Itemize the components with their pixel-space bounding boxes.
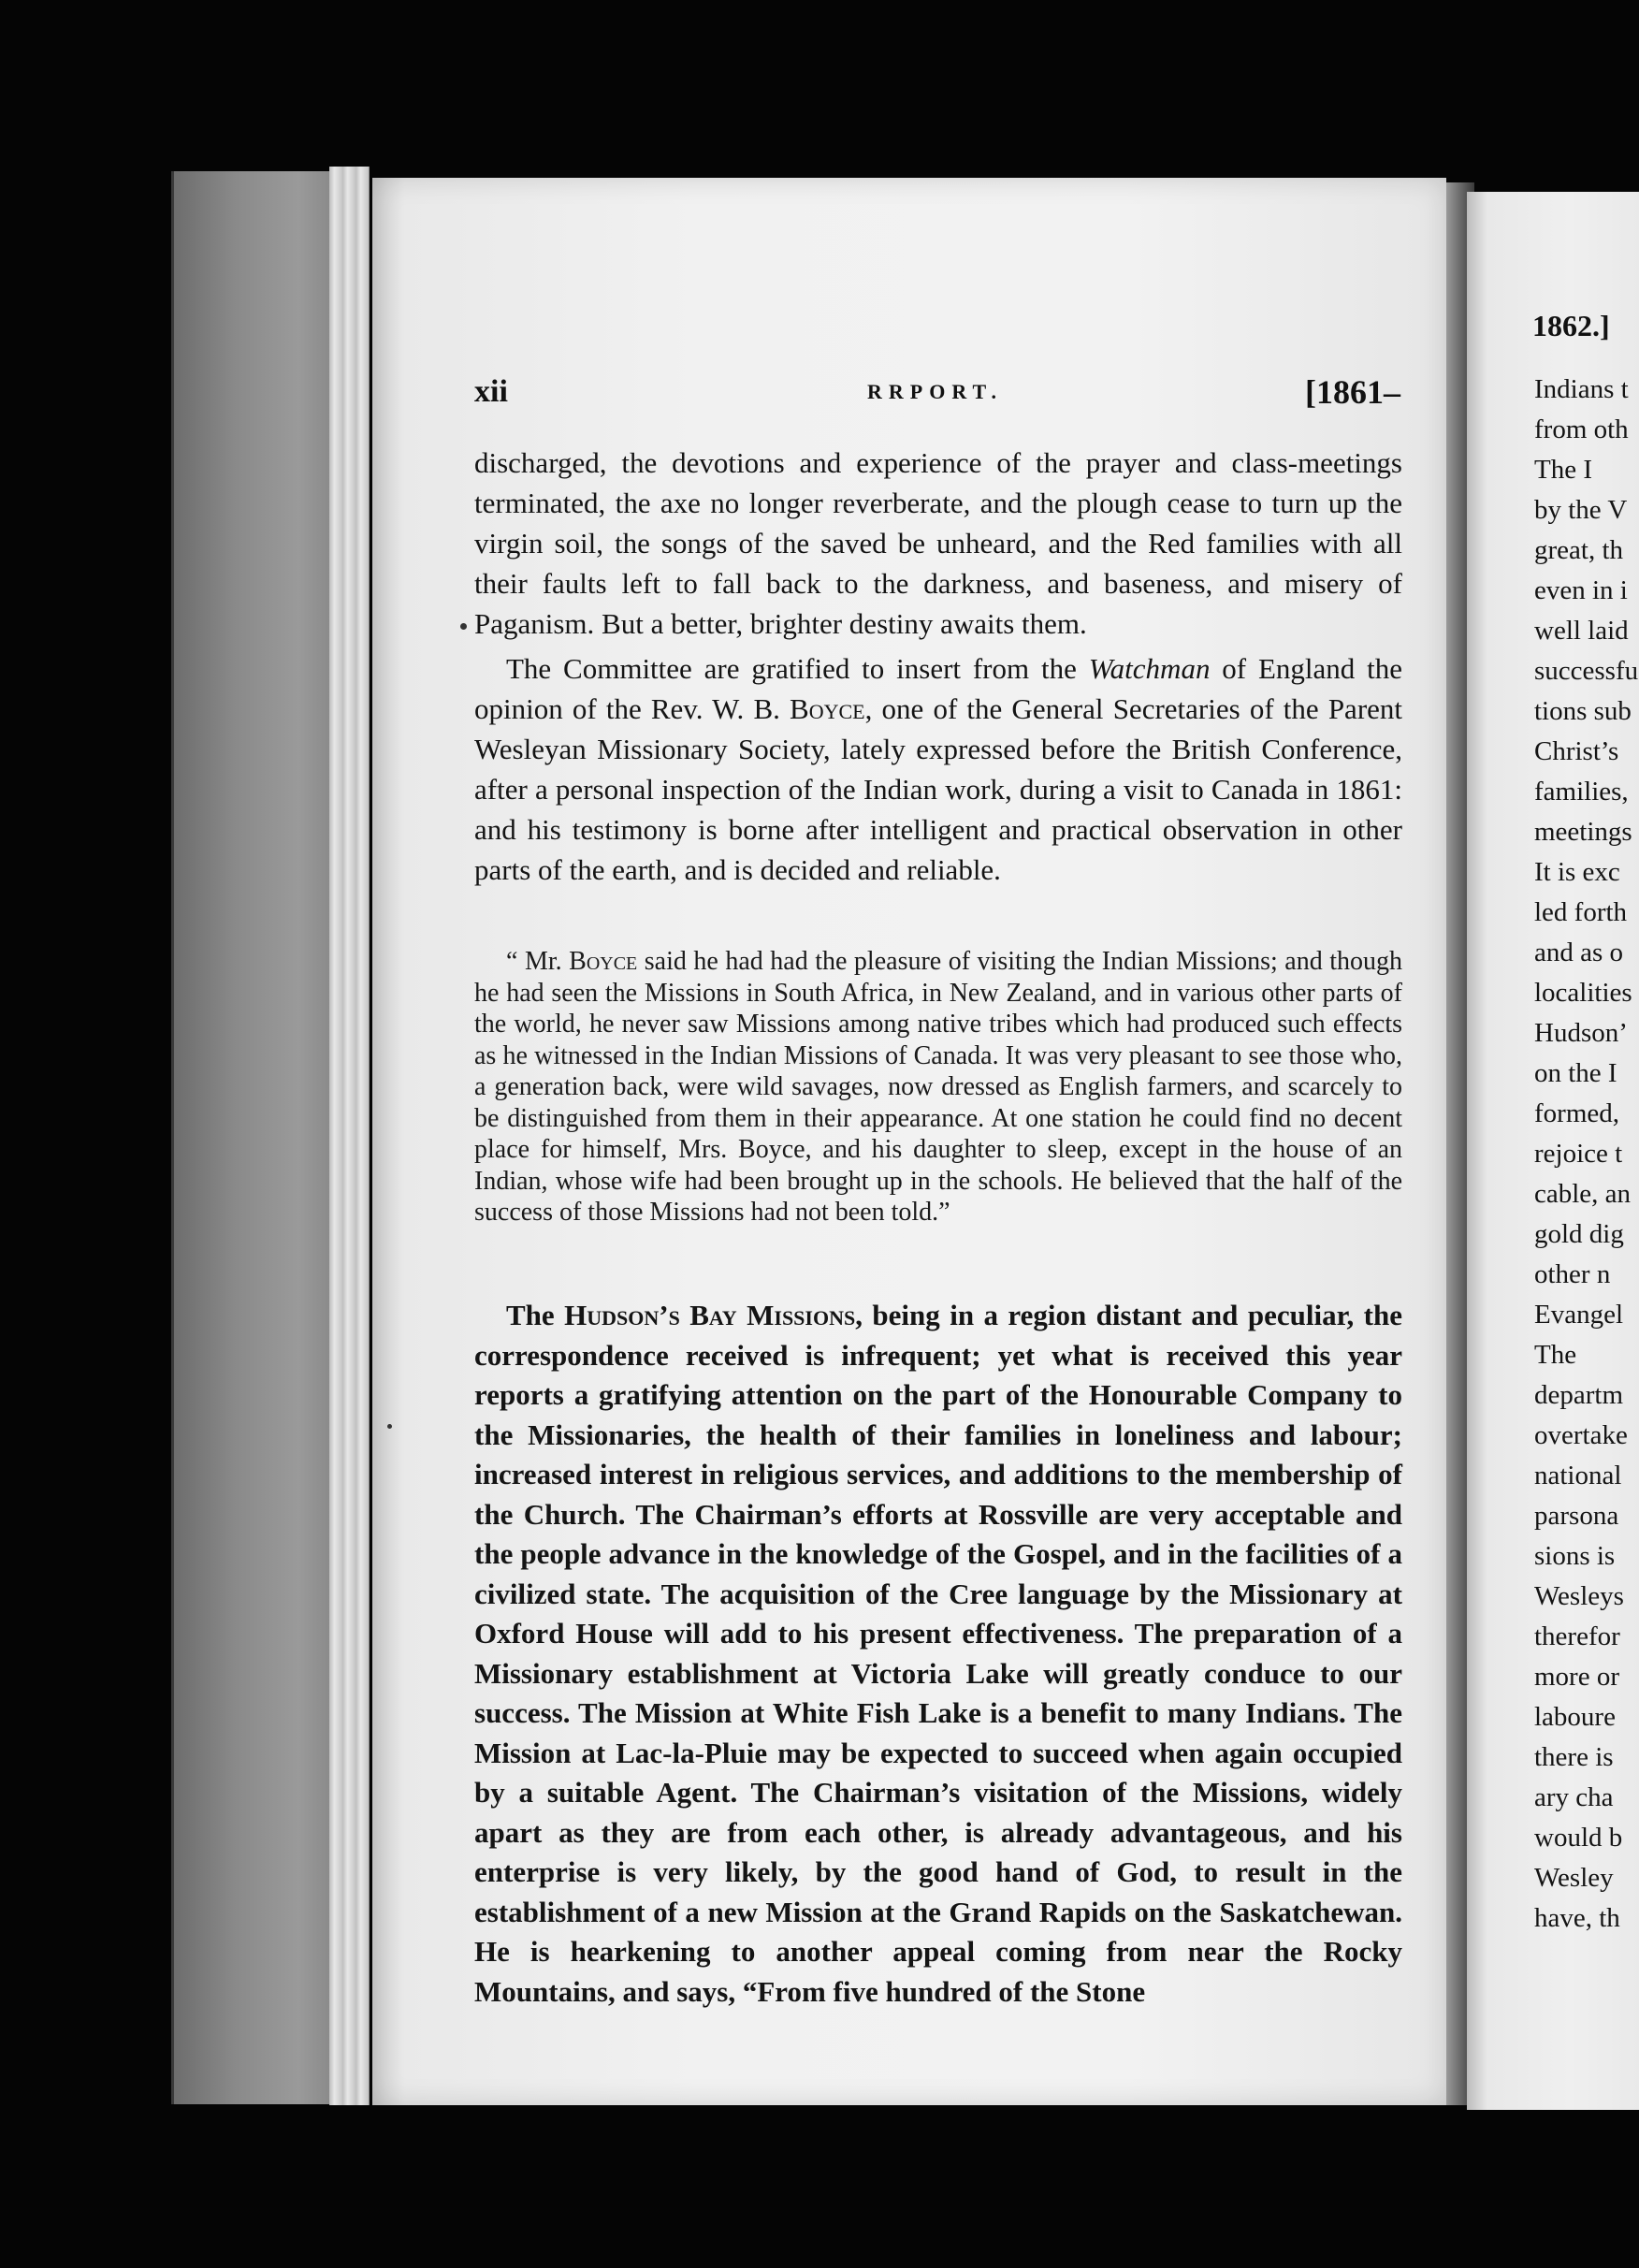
paragraph-2 xyxy=(474,648,1402,890)
facing-page-line: Hudson’ xyxy=(1534,1018,1628,1048)
paragraph-1-text: discharged, the devotions and experience of the prayer and class-meetings terminated, the axe no longer reverberate, and the plough cease to turn up the virgin soil, the songs of the saved be unheard, and the Red families with all their faults left to fall back to the darkness, and baseness, and misery of Paganism. But a better, brighter destiny awaits them. xyxy=(474,446,1402,640)
person-name: Boyce xyxy=(790,692,865,725)
paragraph-1 xyxy=(474,443,1402,644)
paragraph-2-intro: The Committee are gratified to insert from the xyxy=(506,652,1089,685)
facing-page-line: well laid xyxy=(1534,616,1629,646)
page-stack-edge xyxy=(355,167,370,2105)
section-heading: Hudson’s Bay Missions xyxy=(564,1299,856,1331)
facing-page-line: there is xyxy=(1534,1742,1614,1772)
facing-page-text xyxy=(1534,370,1638,1939)
block-quote xyxy=(474,946,1402,1228)
header-year: [1861– xyxy=(1305,373,1400,411)
facing-page-line: other n xyxy=(1534,1259,1611,1289)
facing-page-line: localities xyxy=(1534,978,1632,1008)
quote-body: said he had had the pleasure of visiting the Indian Missions; and though he had seen the Missions in South Africa, in New Zealand, and in various other parts of the world, he never saw Missions among native tribes which had produced such effects as he witnessed in the Indian Missions of Canada. It was very pleasant to see those who, a generation back, were wild savages, now dressed as English farmers, and scarcely to be distinguished from them in their appearance. At one station he could find no decent place for himself, Mrs. Boyce, and his daughter to sleep, except in the house of an Indian, whose wife had been brought up in the schools. He believed that the half of the success of those Missions had not been told.” xyxy=(474,947,1402,1227)
facing-page-line: Christ’s xyxy=(1534,736,1619,766)
ink-speck xyxy=(460,623,467,630)
facing-page-line: Wesleys xyxy=(1534,1581,1624,1611)
facing-page-line: parsona xyxy=(1534,1501,1619,1531)
running-title: RRPORT. xyxy=(867,380,1003,403)
facing-page-line: ary cha xyxy=(1534,1782,1614,1812)
facing-page-line: The xyxy=(1534,1340,1577,1370)
facing-page-line: national xyxy=(1534,1461,1622,1490)
facing-page-line: overtake xyxy=(1534,1420,1628,1450)
page-stack-edge xyxy=(342,167,356,2105)
facing-page-line: gold dig xyxy=(1534,1219,1624,1249)
quote-person-name: Boyce xyxy=(569,947,638,976)
page-number: xii xyxy=(474,374,508,409)
facing-page-line: led forth xyxy=(1534,897,1628,927)
facing-page-line: Indians t xyxy=(1534,374,1629,404)
paragraph-2-middle: of England the opinion of the Rev. W. B. xyxy=(474,652,1402,725)
facing-page-line: Evangel xyxy=(1534,1300,1624,1330)
facing-page-line: therefor xyxy=(1534,1621,1620,1651)
facing-page-line: on the I xyxy=(1534,1058,1617,1088)
facing-page-line: sions is xyxy=(1534,1541,1616,1571)
facing-page-line: rejoice t xyxy=(1534,1139,1623,1169)
facing-page-line: even in i xyxy=(1534,575,1628,605)
facing-page xyxy=(1467,192,1639,2110)
facing-page-line: Wesley xyxy=(1534,1863,1614,1893)
facing-page-line: departm xyxy=(1534,1380,1624,1410)
facing-page-line: by the V xyxy=(1534,495,1628,525)
book-cover-edge xyxy=(171,171,352,2104)
facing-page-line: from oth xyxy=(1534,414,1629,444)
facing-page-line: families, xyxy=(1534,777,1629,807)
periodical-title: Watchman xyxy=(1088,652,1211,685)
facing-page-line: meetings xyxy=(1534,817,1632,847)
facing-page-line: would b xyxy=(1534,1823,1623,1853)
ink-speck xyxy=(387,1424,392,1429)
facing-page-line: great, th xyxy=(1534,535,1624,565)
quote-open: “ Mr. xyxy=(506,947,570,976)
facing-page-line: formed, xyxy=(1534,1098,1619,1128)
paragraph-3 xyxy=(474,1296,1402,2012)
facing-page-line: and as o xyxy=(1534,938,1624,967)
facing-page-line: successfu xyxy=(1534,656,1639,686)
facing-page-line: more or xyxy=(1534,1662,1619,1692)
paragraph-3-intro: The xyxy=(506,1299,565,1331)
facing-page-line: It is exc xyxy=(1534,857,1620,887)
page-stack-edge xyxy=(329,167,343,2105)
paragraph-2-rest: , one of the General Secretaries of the Parent Wesleyan Missionary Society, lately expressed before the British Conference, after a personal inspection of the Indian work, during a visit to Canada in 1861: and his testimony is borne after intelligent and practical observation in other parts of the earth, and is decided and reliable. xyxy=(474,692,1403,886)
facing-page-year: 1862.] xyxy=(1532,309,1610,342)
paragraph-3-body: , being in a region distant and peculiar, the correspondence received is infrequent; yet what is received this year reports a gratifying attention on the part of the Honourable Company to the Missionaries, the health of their families in loneliness and labour; increased interest in religious services, and additions to the membership of the Church. The Chairman’s efforts at Rossville are very acceptable and the people advance in the knowledge of the Gospel, and in the facilities of a civilized state. The acquisition of the Cree language by the Missionary at Oxford House will add to his present effectiveness. The preparation of a Missionary establishment at Victoria Lake will greatly conduce to our success. The Mission at White Fish Lake is a benefit to many Indians. The Mission at Lac-la-Pluie may be expected to succeed when again occupied by a suitable Agent. The Chairman’s visitation of the Missions, widely apart as they are from each other, is already advantageous, and his enterprise is very likely, by the good hand of God, to result in the establishment of a new Mission at the Grand Rapids on the Saskatchewan. He is hearkening to another appeal coming from near the Rocky Mountains, and says, “From five hundred of the Stone xyxy=(474,1299,1402,2008)
page-header xyxy=(474,374,1400,421)
facing-page-line: tions sub xyxy=(1534,696,1632,726)
facing-page-line: The I xyxy=(1534,455,1592,485)
facing-page-line: have, th xyxy=(1534,1903,1620,1933)
facing-page-line: cable, an xyxy=(1534,1179,1632,1209)
facing-page-line: laboure xyxy=(1534,1702,1616,1732)
